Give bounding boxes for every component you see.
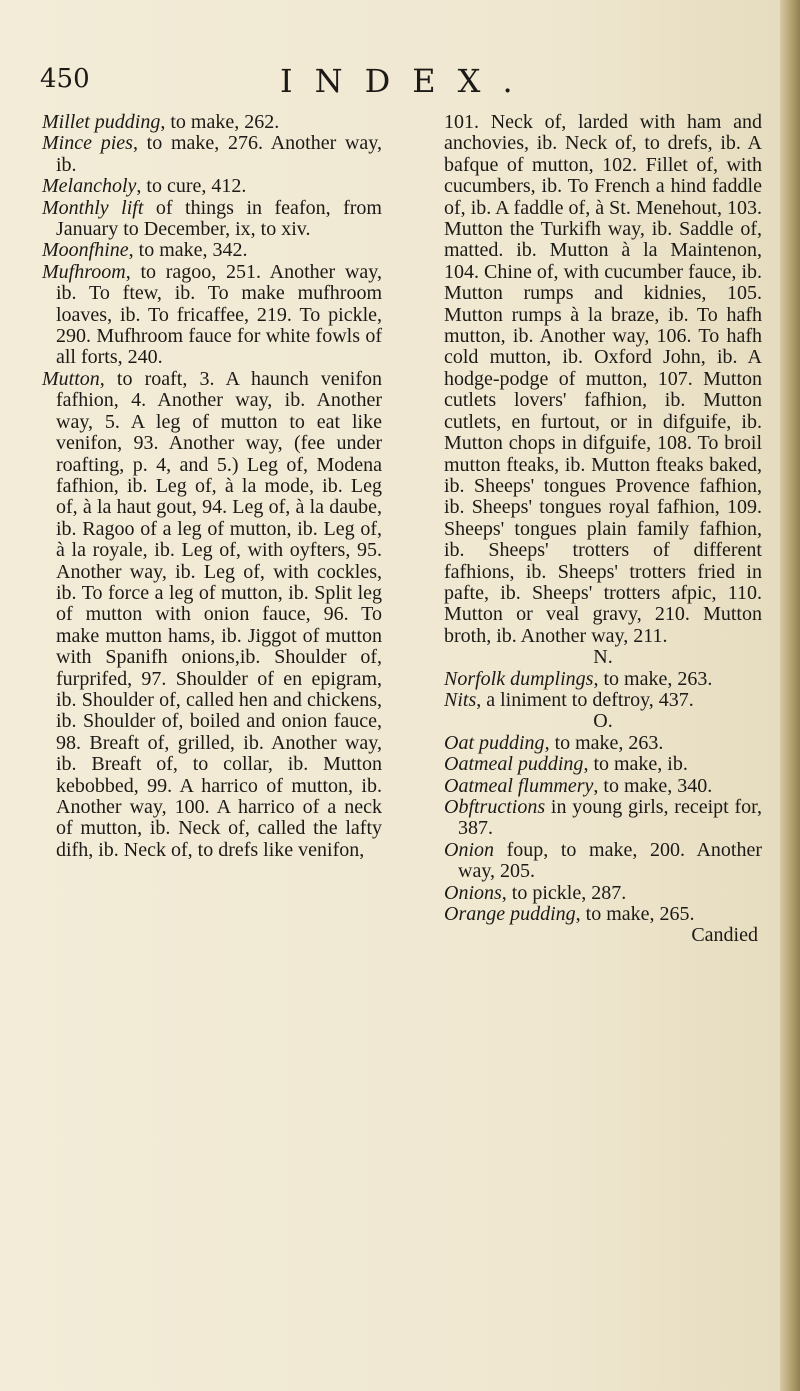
entry-text: , to make, ib. — [583, 753, 688, 776]
entry-text: , to make, 263. — [544, 731, 664, 754]
entry-headword: Obftructions — [444, 796, 546, 818]
continued-entry: 101. Neck of, larded with ham and anchovies, ib. Neck of, to drefs, ib. A bafque of mutton, 102. Fillet of, with cucumbers, ib. To French a hind faddle of, ib. A faddle of, à St. Menehout, 103. Mutton the Turkifh way, ib. Saddle of, matted. ib. Mutton à la Maintenon, 104. Chine of, with cucumber fauce, ib. Mutton rumps and kidnies, 105. Mutton rumps à la braze, ib. To hafh mutton, ib. Another way, 106. To hafh cold mutton, ib. Oxford John, ib. A hodge-podge of mutton, 107. Mutton cutlets lovers' fafhion, ib. Mutton cutlets, en furtout, or in difguife, ib. Mutton chops in difguife, 108. To broil mutton fteaks, ib. Mutton fteaks baked, ib. Sheeps' tongues Provence fafhion, ib. Sheeps' tongues royal fafhion, 109. Sheeps' tongues plain family fafhion, ib. Sheeps' trotters of different fafhions, ib. Sheeps' trotters fried in pafte, ib. Sheeps' trotters afpic, 110. Mutton or veal gravy, 210. Mutton broth, ib. Another way, 211. — [444, 111, 762, 647]
index-entry — [444, 669, 762, 690]
entry-headword: Melancholy — [42, 175, 137, 198]
entry-text: , to make, 265. — [575, 903, 695, 926]
entry-headword: Mufhroom — [42, 260, 126, 283]
entry-headword: Oatmeal pudding — [444, 753, 584, 776]
entry-text: , to cure, 412. — [136, 175, 247, 198]
index-entry — [42, 240, 382, 261]
entry-headword: Millet pudding — [42, 111, 161, 133]
entry-headword: Mince pies — [42, 132, 133, 155]
page-number: 450 — [40, 64, 90, 94]
entry-headword: Moonfhine — [42, 239, 129, 262]
entry-headword: Norfolk dumplings — [444, 667, 594, 690]
index-entry — [42, 176, 382, 197]
index-entry — [444, 754, 762, 775]
index-entry — [444, 733, 762, 754]
entry-text: , to make, 340. — [593, 774, 713, 797]
index-entry — [444, 883, 762, 904]
entry-text: , to make, 276. Another way, ib. — [56, 132, 382, 176]
entry-headword: Oatmeal flummery — [444, 774, 594, 797]
section-letter: O. — [593, 710, 613, 733]
index-entry — [444, 776, 762, 797]
index-entry — [42, 369, 382, 861]
entry-text: foup, to make, 200. Another way, 205. — [458, 838, 762, 883]
entry-text: , to pickle, 287. — [501, 881, 627, 904]
index-entry — [42, 133, 382, 176]
entry-headword: Oat pudding — [444, 731, 545, 754]
entry-text: , to make, 342. — [128, 239, 248, 262]
entry-headword: Mutton — [42, 367, 100, 390]
entry-headword: Nits — [444, 688, 477, 711]
entry-text: of things in feafon, from January to December, ix, to xiv. — [56, 196, 382, 241]
index-entry — [42, 262, 382, 369]
entry-text: , to roaft, 3. A haunch venifon fafhion, 4. Another way, ib. Another way, 5. A leg of mutton to eat like venifon, 93. Another way, (fee under roafting, p. 4, and 5.) Leg of, Modena fafhion, ib. Leg of, à la mode, ib. Leg of, à la haut gout, 94. Leg of, à la daube, ib. Ragoo of a leg of mutton, ib. Leg of, à la royale, ib. Leg of, with oyfters, 95. Another way, ib. Leg of, with cockles, ib. To force a leg of mutton, ib. Split leg of mutton with onion fauce, 96. To make mutton hams, ib. Jiggot of mutton with Spanifh onions,ib. Shoulder of, furprifed, 97. Shoulder of en epigram, ib. Shoulder of, called hen and chickens, ib. Shoulder of, boiled and onion fauce, 98. Breaft of, grilled, ib. Another way, ib. Breaft of, to collar, ib. Mutton kebobbed, 99. A harrico of mutton, ib. Another way, 100. A harrico of a neck of mutton, ib. Neck of, called the lafty difh, ib. Neck of, to drefs like venifon, — [56, 367, 382, 861]
entry-headword: Orange pudding — [444, 903, 576, 926]
catchword: Candied — [691, 924, 758, 947]
entry-text: in young girls, receipt for, 387. — [458, 796, 762, 840]
entry-text: , to make, 263. — [593, 667, 713, 690]
index-column-right — [444, 112, 762, 947]
index-entry — [444, 840, 762, 883]
index-entry — [444, 690, 762, 711]
entry-headword: Onion — [444, 838, 494, 861]
page-edge-binding — [780, 0, 800, 1391]
index-entry — [42, 112, 382, 133]
index-entry — [42, 198, 382, 241]
index-entry — [444, 904, 762, 925]
entry-headword: Onions — [444, 881, 502, 904]
entry-headword: Monthly lift — [42, 196, 144, 219]
entry-text: , to make, 262. — [160, 111, 280, 133]
entry-text: , a liniment to deftroy, 437. — [476, 688, 694, 711]
index-entry — [444, 797, 762, 840]
index-column-left — [42, 112, 382, 861]
entry-text: , to ragoo, 251. Another way, ib. To ftew, ib. To make mufhroom loaves, ib. To fricaffee, 219. To pickle, 290. Mufhroom fauce for white fowls of all forts, 240. — [56, 260, 382, 369]
section-letter: N. — [593, 646, 613, 669]
running-head: INDEX. — [280, 62, 535, 100]
